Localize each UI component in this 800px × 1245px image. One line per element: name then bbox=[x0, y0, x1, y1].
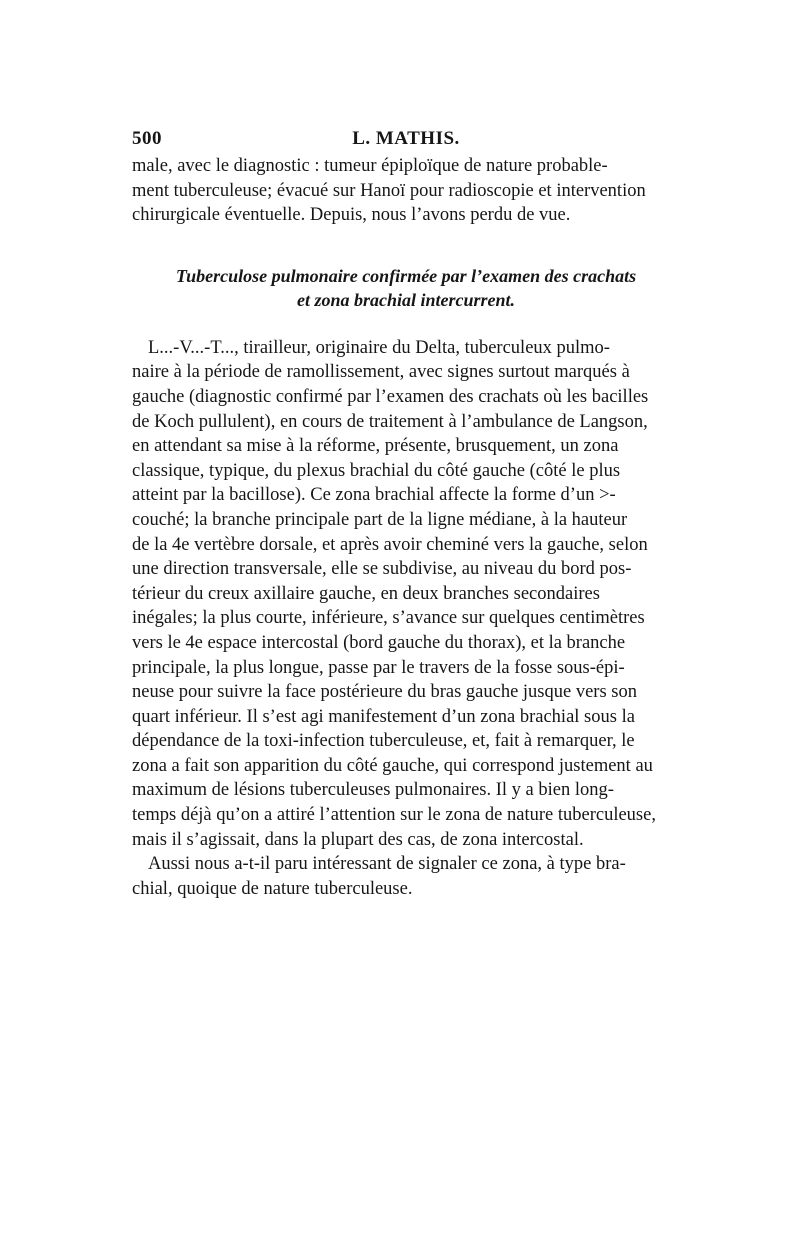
section-title bbox=[132, 264, 680, 312]
continuation-paragraph bbox=[132, 154, 680, 228]
text-line: de la 4e vertèbre dorsale, et après avoir cheminé vers la gauche, selon bbox=[132, 534, 648, 555]
text-line: chirurgicale éventuelle. Depuis, nous l’avons perdu de vue. bbox=[132, 205, 571, 226]
text-line: couché; la branche principale part de la ligne médiane, à la hauteur bbox=[132, 509, 628, 530]
text-line: temps déjà qu’on a attiré l’attention sur le zona de nature tuberculeuse, bbox=[132, 805, 656, 826]
book-page bbox=[132, 118, 680, 901]
case-paragraph bbox=[132, 336, 680, 852]
text-line: ment tuberculeuse; évacué sur Hanoï pour radioscopie et intervention bbox=[132, 180, 646, 201]
text-line: de Koch pullulent), en cours de traitement à l’ambulance de Langson, bbox=[132, 411, 648, 432]
text-line: maximum de lésions tuberculeuses pulmonaires. Il y a bien long- bbox=[132, 780, 614, 801]
text-line: naire à la période de ramollissement, avec signes surtout marqués à bbox=[132, 362, 630, 383]
text-line: quart inférieur. Il s’est agi manifestement d’un zona brachial sous la bbox=[132, 706, 635, 727]
text-line: L...-V...-T..., tirailleur, originaire du Delta, tuberculeux pulmo- bbox=[148, 337, 610, 358]
text-line: vers le 4e espace intercostal (bord gauche du thorax), et la branche bbox=[132, 632, 626, 653]
text-line: inégales; la plus courte, inférieure, s’avance sur quelques centimètres bbox=[132, 608, 645, 629]
running-title: L. MATHIS. bbox=[352, 128, 460, 149]
text-line: mais il s’agissait, dans la plupart des cas, de zona intercostal. bbox=[132, 829, 584, 850]
text-line: chial, quoique de nature tuberculeuse. bbox=[132, 878, 413, 899]
text-line: dépendance de la toxi-infection tuberculeuse, et, fait à remarquer, le bbox=[132, 731, 635, 752]
text-line: en attendant sa mise à la réforme, présente, brusquement, un zona bbox=[132, 436, 619, 457]
text-line: male, avec le diagnostic : tumeur épiploïque de nature probable- bbox=[132, 156, 608, 176]
text-line: une direction transversale, elle se subdivise, au niveau du bord pos- bbox=[132, 559, 632, 580]
text-line: atteint par la bacillose). Ce zona brachial affecte la forme d’un >- bbox=[132, 485, 616, 506]
running-head bbox=[132, 118, 680, 148]
text-line: Aussi nous a-t-il paru intéressant de signaler ce zona, à type bra- bbox=[148, 854, 626, 875]
text-line: classique, typique, du plexus brachial du côté gauche (côté le plus bbox=[132, 460, 621, 481]
conclusion-paragraph bbox=[132, 852, 680, 901]
text-line: térieur du creux axillaire gauche, en deux branches secondaires bbox=[132, 583, 600, 604]
text-line: principale, la plus longue, passe par le travers de la fosse sous-épi- bbox=[132, 657, 625, 678]
section-title-line: Tuberculose pulmonaire confirmée par l’examen des crachats bbox=[175, 265, 637, 286]
section-title-line: et zona brachial intercurrent. bbox=[296, 289, 516, 310]
text-line: neuse pour suivre la face postérieure du bras gauche jusque vers son bbox=[132, 682, 637, 703]
text-line: zona a fait son apparition du côté gauche, qui correspond justement au bbox=[132, 755, 653, 776]
page-number: 500 bbox=[132, 128, 162, 149]
text-line: gauche (diagnostic confirmé par l’examen des crachats où les bacilles bbox=[132, 386, 649, 407]
